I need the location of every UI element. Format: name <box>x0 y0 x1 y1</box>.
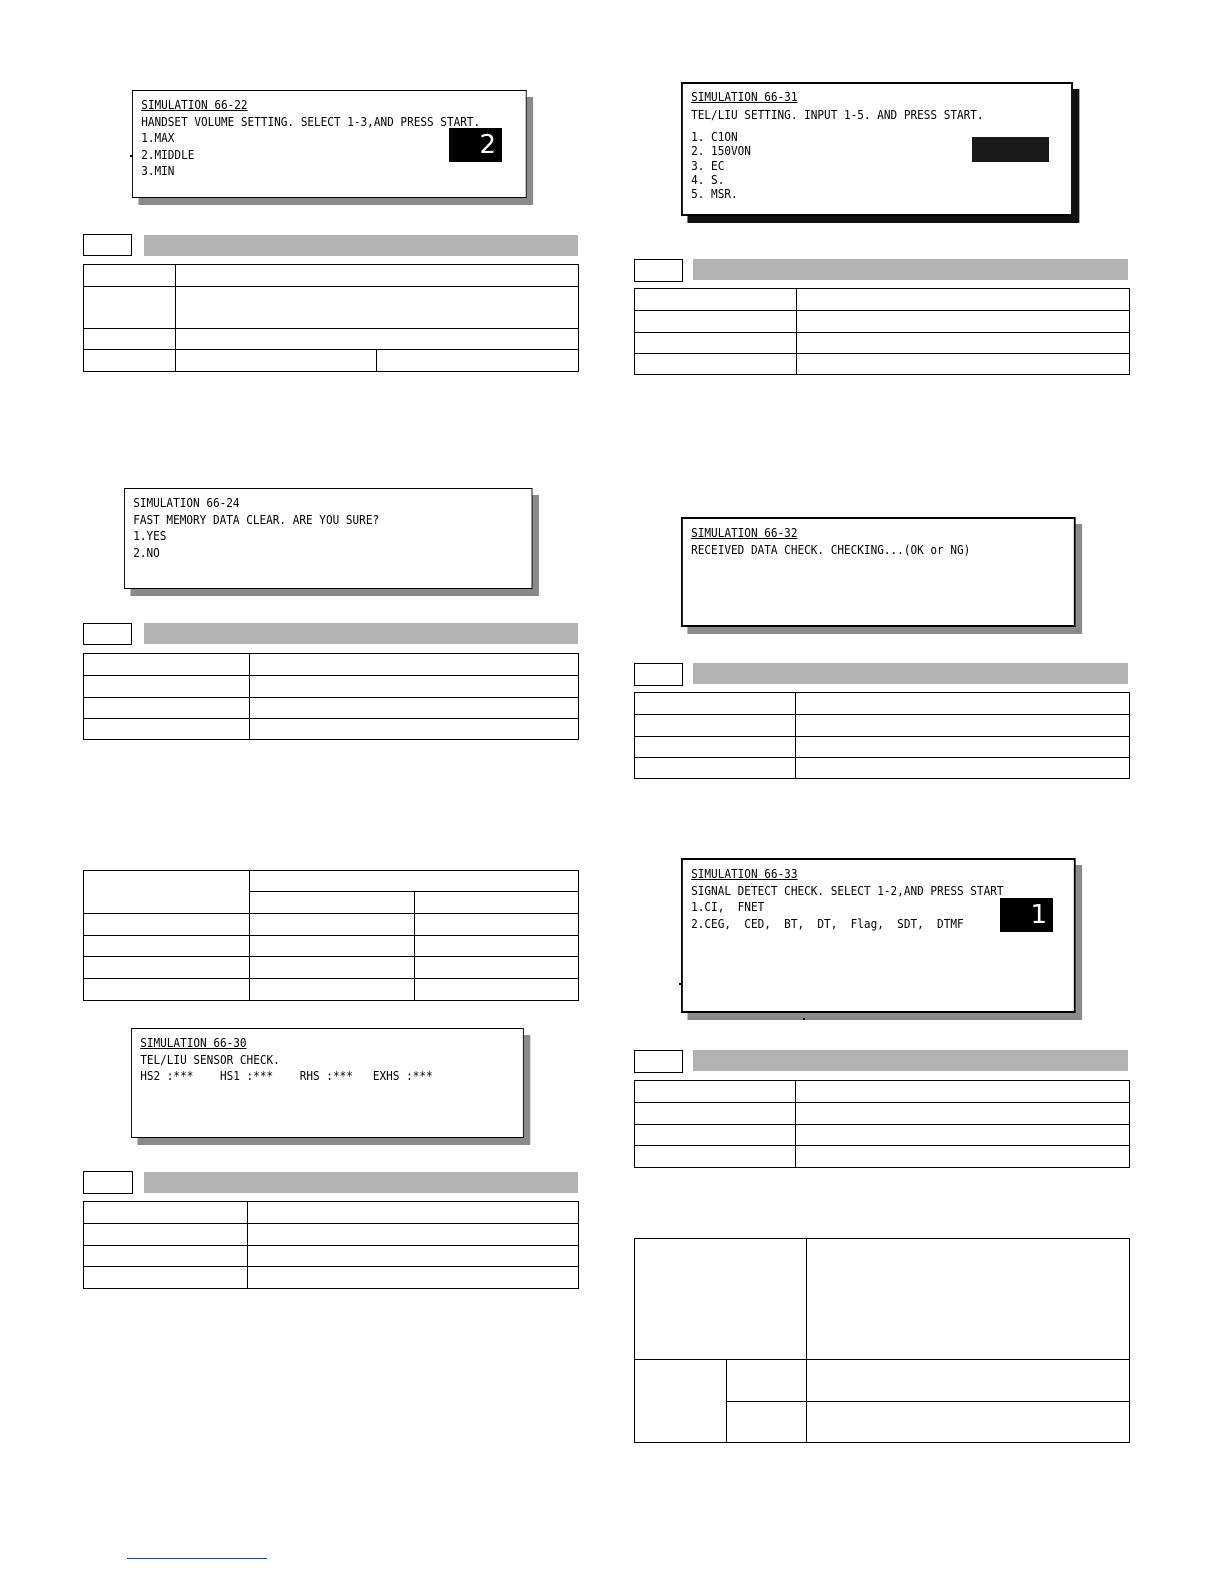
sim-66-31-option-1: 1. C1ON <box>691 129 738 144</box>
table-row <box>635 1103 1130 1125</box>
table-row <box>635 715 1130 737</box>
section-tab <box>83 623 132 645</box>
sim-66-33-screen <box>681 858 1076 1013</box>
section-header-bar <box>693 259 1128 280</box>
table-row <box>635 354 1130 375</box>
table-row <box>84 1267 579 1289</box>
sim-66-33-line: SIGNAL DETECT CHECK. SELECT 1-2,AND PRESS START <box>691 883 1004 898</box>
sim-66-31-option-4: 4. S. <box>691 173 725 188</box>
sim-66-33-option-1: 1.CI, FNET <box>691 900 765 914</box>
table-66-33 <box>634 1080 1130 1168</box>
sim-66-22-option-min: 3.MIN <box>141 164 175 178</box>
section-header-bar <box>144 1172 578 1193</box>
sim-66-22-value-display: 2 <box>449 128 502 162</box>
section-tab <box>634 1050 683 1073</box>
table-grouped <box>83 870 579 1001</box>
section-header-bar <box>144 623 578 644</box>
table-row <box>84 914 579 936</box>
table-row <box>635 737 1130 758</box>
table-row <box>84 957 579 979</box>
sim-66-31-value-display <box>972 137 1049 162</box>
sim-66-33-option-2: 2.CEG, CED, BT, DT, Flag, SDT, DTMF <box>691 916 964 931</box>
sim-66-30-line: TEL/LIU SENSOR CHECK. <box>140 1052 280 1067</box>
sim-66-31-option-3: 3. EC <box>691 158 725 173</box>
table-66-22 <box>83 264 579 372</box>
section-header-bar <box>144 235 578 256</box>
table-row <box>635 1239 1130 1360</box>
sim-66-31-title: SIMULATION 66-31 <box>691 90 798 104</box>
table-row <box>84 698 579 719</box>
sim-66-33-title: SIMULATION 66-33 <box>691 867 798 881</box>
table-row <box>635 1360 1130 1402</box>
table-row <box>84 654 579 676</box>
table-row <box>635 333 1130 354</box>
table-row <box>84 979 579 1001</box>
section-tab <box>634 663 683 686</box>
footer-link-underline[interactable] <box>127 1558 267 1559</box>
mark <box>803 1018 805 1020</box>
table-row <box>635 758 1130 779</box>
table-row <box>84 329 579 350</box>
sim-66-24-line: FAST MEMORY DATA CLEAR. ARE YOU SURE? <box>133 512 380 527</box>
table-row <box>84 1202 579 1224</box>
sim-66-30-title: SIMULATION 66-30 <box>140 1036 247 1050</box>
mark <box>679 983 681 985</box>
table-row <box>84 287 579 329</box>
sim-66-31-line: TEL/LIU SETTING. INPUT 1-5. AND PRESS START. <box>691 108 984 123</box>
section-tab <box>83 1171 133 1194</box>
table-row <box>84 350 579 372</box>
table-row <box>84 1224 579 1246</box>
sim-66-22-option-max: 1.MAX <box>141 131 175 145</box>
mark <box>130 155 132 157</box>
table-66-32 <box>634 692 1130 779</box>
sim-66-22-option-middle: 2.MIDDLE <box>141 147 195 162</box>
section-tab <box>634 259 683 282</box>
section-header-bar <box>693 663 1128 684</box>
sim-66-32-line: RECEIVED DATA CHECK. CHECKING...(OK or NG) <box>691 542 971 557</box>
section-header-bar <box>693 1050 1128 1071</box>
table-66-30 <box>83 1201 579 1289</box>
table-66-24 <box>83 653 579 740</box>
table-row <box>84 871 579 892</box>
sim-66-22-line: HANDSET VOLUME SETTING. SELECT 1-3,AND PRESS START. <box>141 114 481 129</box>
table-66-31 <box>634 288 1130 375</box>
table-row <box>635 289 1130 311</box>
sim-66-32-title: SIMULATION 66-32 <box>691 526 798 540</box>
sim-66-32-screen <box>681 517 1076 627</box>
table-row <box>84 1246 579 1267</box>
table-row <box>635 1081 1130 1103</box>
sim-66-31-option-2: 2. 150VON <box>691 144 751 159</box>
table-row <box>84 936 579 957</box>
table-signal-detail <box>634 1238 1130 1443</box>
sim-66-24-option-yes: 1.YES <box>133 529 167 543</box>
sim-66-24-title: SIMULATION 66-24 <box>133 496 240 510</box>
sim-66-30-screen <box>131 1028 524 1138</box>
table-row <box>635 1146 1130 1168</box>
section-tab <box>83 234 132 256</box>
sim-66-24-option-no: 2.NO <box>133 545 160 560</box>
sim-66-31-option-5: 5. MSR. <box>691 187 738 202</box>
sim-66-31-blank <box>691 123 1063 130</box>
table-row <box>635 311 1130 333</box>
sim-66-33-value-display: 1 <box>1000 898 1053 932</box>
table-row <box>84 719 579 740</box>
table-row <box>84 676 579 698</box>
table-row <box>84 265 579 287</box>
sim-66-24-screen <box>124 488 532 589</box>
table-row <box>635 693 1130 715</box>
sim-66-22-title: SIMULATION 66-22 <box>141 98 248 112</box>
sim-66-30-sensor-readout: HS2 :*** HS1 :*** RHS :*** EXHS :*** <box>140 1069 433 1083</box>
table-row <box>635 1125 1130 1146</box>
